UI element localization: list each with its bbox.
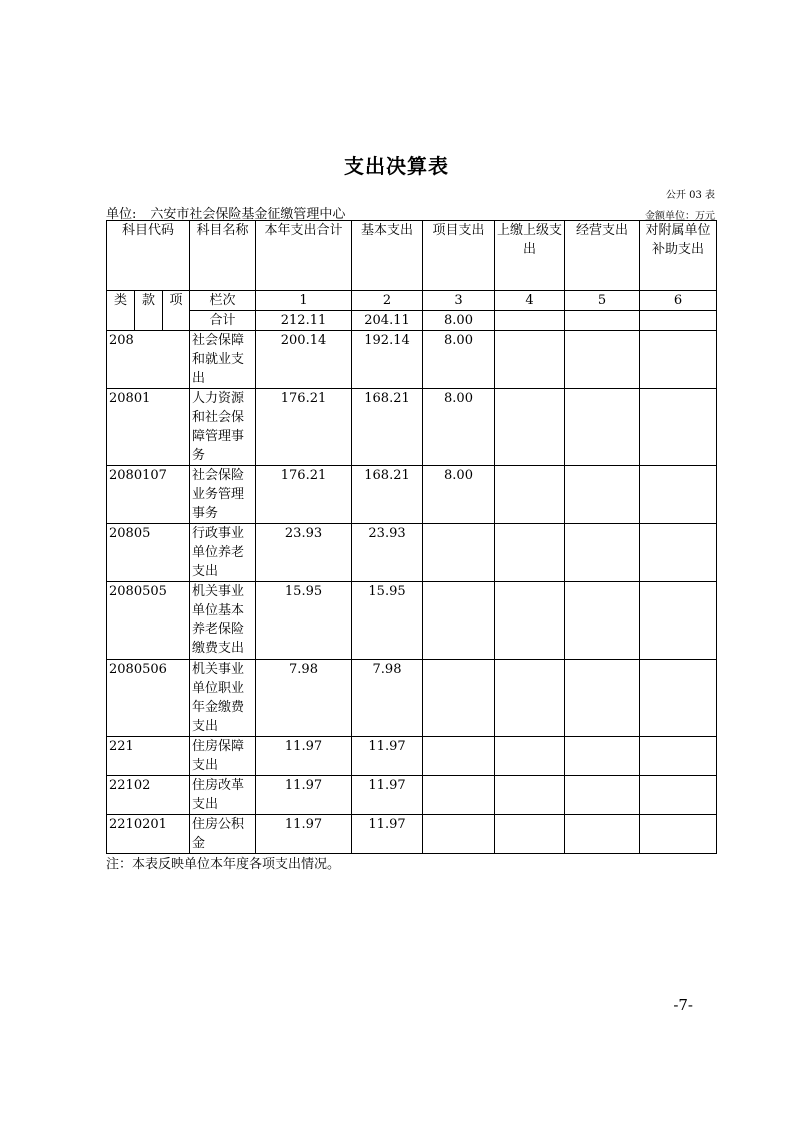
page-title: 支出决算表 bbox=[344, 154, 449, 178]
row-upper bbox=[495, 466, 565, 524]
table-row bbox=[107, 660, 717, 737]
row-project bbox=[423, 737, 495, 776]
row-basic: 23.93 bbox=[352, 524, 423, 582]
row-basic: 11.97 bbox=[352, 815, 423, 854]
row-name: 机关事业单位基本养老保险缴费支出 bbox=[190, 582, 256, 660]
row-name: 机关事业单位职业年金缴费支出 bbox=[190, 660, 256, 737]
row-total: 7.98 bbox=[256, 660, 352, 737]
amount-unit: 金额单位：万元 bbox=[645, 211, 715, 222]
row-basic: 15.95 bbox=[352, 582, 423, 660]
row-name: 住房改革支出 bbox=[190, 776, 256, 815]
row-code: 2080107 bbox=[107, 466, 190, 524]
col-index-5: 5 bbox=[565, 291, 640, 311]
row-project bbox=[423, 815, 495, 854]
row-subsidy bbox=[640, 660, 717, 737]
header-lanci: 栏次 bbox=[190, 291, 256, 311]
total-basic: 204.11 bbox=[352, 311, 423, 331]
total-label: 合计 bbox=[190, 311, 256, 331]
form-number: 公开 03 表 bbox=[665, 190, 715, 201]
row-upper bbox=[495, 331, 565, 389]
col-index-6: 6 bbox=[640, 291, 717, 311]
header-upper: 上缴上级支出 bbox=[495, 221, 565, 291]
row-upper bbox=[495, 815, 565, 854]
row-name: 住房公积金 bbox=[190, 815, 256, 854]
row-project: 8.00 bbox=[423, 389, 495, 466]
row-basic: 11.97 bbox=[352, 776, 423, 815]
row-subsidy bbox=[640, 524, 717, 582]
row-total: 11.97 bbox=[256, 737, 352, 776]
table-row bbox=[107, 524, 717, 582]
row-code: 20805 bbox=[107, 524, 190, 582]
col-index-2: 2 bbox=[352, 291, 423, 311]
expenditure-table bbox=[106, 220, 717, 854]
header-xiang: 项 bbox=[163, 291, 190, 331]
row-project bbox=[423, 524, 495, 582]
header-code: 科目代码 bbox=[107, 221, 190, 291]
row-project: 8.00 bbox=[423, 466, 495, 524]
row-upper bbox=[495, 660, 565, 737]
row-project: 8.00 bbox=[423, 331, 495, 389]
table-row bbox=[107, 331, 717, 389]
total-business bbox=[565, 311, 640, 331]
row-subsidy bbox=[640, 389, 717, 466]
row-subsidy bbox=[640, 582, 717, 660]
row-total: 200.14 bbox=[256, 331, 352, 389]
table-row bbox=[107, 737, 717, 776]
row-subsidy bbox=[640, 331, 717, 389]
total-subsidy bbox=[640, 311, 717, 331]
header-row bbox=[107, 221, 717, 291]
col-index-3: 3 bbox=[423, 291, 495, 311]
row-upper bbox=[495, 389, 565, 466]
row-basic: 168.21 bbox=[352, 389, 423, 466]
row-subsidy bbox=[640, 776, 717, 815]
table-row bbox=[107, 815, 717, 854]
header-subsidy: 对附属单位补助支出 bbox=[640, 221, 717, 291]
row-subsidy bbox=[640, 466, 717, 524]
header-name: 科目名称 bbox=[190, 221, 256, 291]
row-code: 2210201 bbox=[107, 815, 190, 854]
row-name: 住房保障支出 bbox=[190, 737, 256, 776]
row-business bbox=[565, 466, 640, 524]
total-amount: 212.11 bbox=[256, 311, 352, 331]
total-upper bbox=[495, 311, 565, 331]
column-index-row bbox=[107, 291, 717, 311]
total-row bbox=[107, 311, 717, 331]
row-code: 2080506 bbox=[107, 660, 190, 737]
header-total: 本年支出合计 bbox=[256, 221, 352, 291]
row-upper bbox=[495, 582, 565, 660]
row-basic: 7.98 bbox=[352, 660, 423, 737]
row-name: 人力资源和社会保障管理事务 bbox=[190, 389, 256, 466]
row-business bbox=[565, 776, 640, 815]
row-code: 2080505 bbox=[107, 582, 190, 660]
row-business bbox=[565, 524, 640, 582]
row-code: 20801 bbox=[107, 389, 190, 466]
row-subsidy bbox=[640, 815, 717, 854]
row-business bbox=[565, 815, 640, 854]
row-upper bbox=[495, 524, 565, 582]
row-total: 15.95 bbox=[256, 582, 352, 660]
row-project bbox=[423, 582, 495, 660]
row-total: 11.97 bbox=[256, 776, 352, 815]
table-row bbox=[107, 466, 717, 524]
row-basic: 11.97 bbox=[352, 737, 423, 776]
row-upper bbox=[495, 737, 565, 776]
header-lei: 类 bbox=[107, 291, 135, 331]
header-project: 项目支出 bbox=[423, 221, 495, 291]
page-number: -7- bbox=[673, 996, 693, 1014]
table-row bbox=[107, 389, 717, 466]
header-basic: 基本支出 bbox=[352, 221, 423, 291]
row-code: 22102 bbox=[107, 776, 190, 815]
row-code: 221 bbox=[107, 737, 190, 776]
col-index-4: 4 bbox=[495, 291, 565, 311]
total-project: 8.00 bbox=[423, 311, 495, 331]
row-name: 行政事业单位养老支出 bbox=[190, 524, 256, 582]
header-kuan: 款 bbox=[135, 291, 163, 331]
row-basic: 192.14 bbox=[352, 331, 423, 389]
row-total: 23.93 bbox=[256, 524, 352, 582]
row-upper bbox=[495, 776, 565, 815]
row-total: 176.21 bbox=[256, 389, 352, 466]
unit-label: 单位: bbox=[106, 207, 137, 222]
row-project bbox=[423, 660, 495, 737]
row-project bbox=[423, 776, 495, 815]
row-business bbox=[565, 737, 640, 776]
row-total: 11.97 bbox=[256, 815, 352, 854]
row-business bbox=[565, 331, 640, 389]
table-row bbox=[107, 582, 717, 660]
table-note: 注：本表反映单位本年度各项支出情况。 bbox=[106, 857, 341, 872]
row-total: 176.21 bbox=[256, 466, 352, 524]
row-basic: 168.21 bbox=[352, 466, 423, 524]
row-name: 社会保险业务管理事务 bbox=[190, 466, 256, 524]
table-row bbox=[107, 776, 717, 815]
unit-name: 六安市社会保险基金征缴管理中心 bbox=[150, 207, 346, 222]
row-business bbox=[565, 582, 640, 660]
row-subsidy bbox=[640, 737, 717, 776]
row-business bbox=[565, 389, 640, 466]
row-name: 社会保障和就业支出 bbox=[190, 331, 256, 389]
row-code: 208 bbox=[107, 331, 190, 389]
col-index-1: 1 bbox=[256, 291, 352, 311]
header-business: 经营支出 bbox=[565, 221, 640, 291]
row-business bbox=[565, 660, 640, 737]
